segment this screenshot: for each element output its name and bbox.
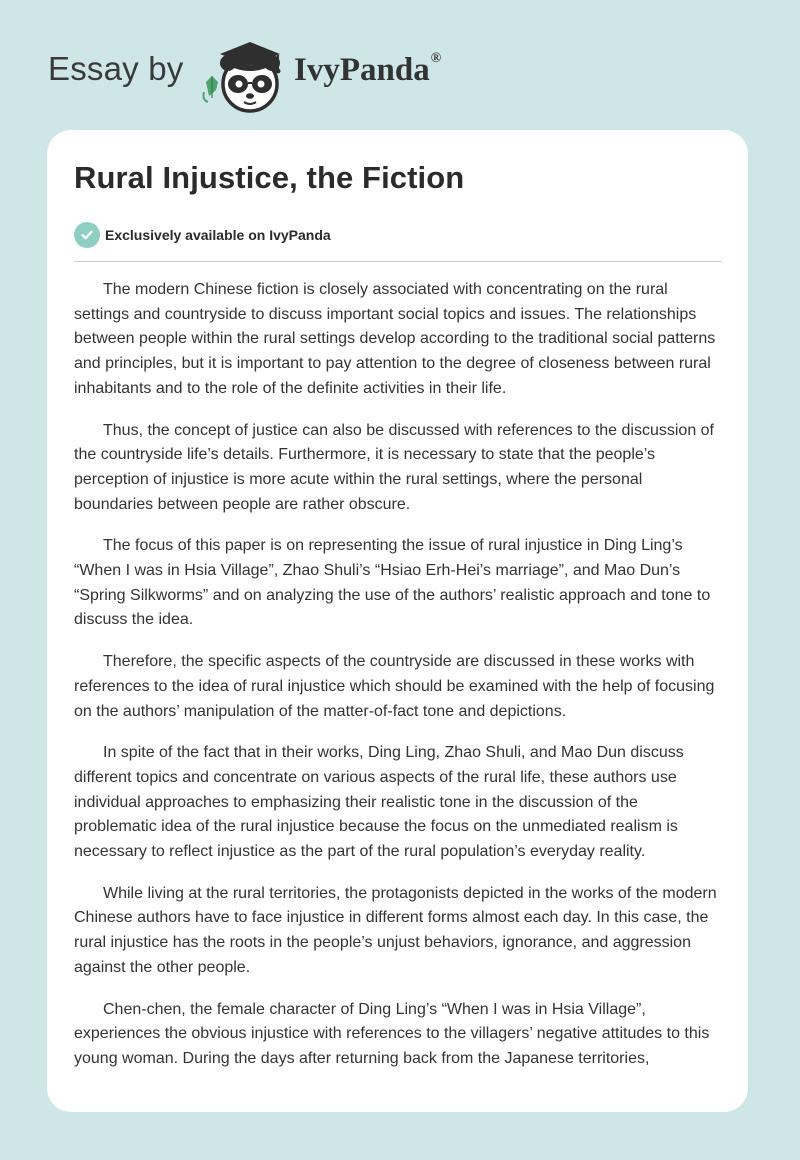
brand-text: IvyPanda bbox=[294, 52, 430, 88]
paragraph: The modern Chinese fiction is closely associated with concentrating on the rural settings and countryside to discuss important social topics and issues. The relationships between people within the rural settings develop according to the traditional social patterns and principles, but it is important to pay attention to the degree of closeness between rural inhabitants and to the role of the definite activities in their life. bbox=[74, 281, 716, 397]
divider bbox=[74, 261, 722, 262]
brand-name[interactable] bbox=[294, 52, 441, 89]
paragraph: Thus, the concept of justice can also be discussed with references to the discussion of the countryside life’s details. Furthermore, it is necessary to state that the people’s perception of injustice is more acute within the rural settings, where the personal boundaries between people are rather obscure. bbox=[74, 421, 714, 513]
paragraph: The focus of this paper is on representing the issue of rural injustice in Ding Ling’s “When I was in Hsia Village”, Zhao Shuli’s “Hsiao Erh-Hei’s marriage”, and Mao Dun’s “Spring Silkworms” and on analyzing the use of the authors’ realistic approach and tone to discuss the idea. bbox=[74, 537, 711, 629]
check-icon bbox=[74, 222, 100, 248]
essay-body bbox=[74, 278, 724, 1089]
paragraph: While living at the rural territories, the protagonists depicted in the works of the modern Chinese authors have to face injustice in different forms almost each day. In this case, the rural injustice has the roots in the people’s unjust behaviors, ignorance, and aggression against the other people. bbox=[74, 884, 717, 976]
exclusive-label: Exclusively available on IvyPanda bbox=[105, 227, 331, 243]
essay-by-label: Essay by bbox=[48, 50, 184, 87]
registered-mark: ® bbox=[430, 51, 442, 66]
essay-card bbox=[47, 130, 748, 1112]
ivypanda-logo-icon[interactable] bbox=[200, 36, 296, 116]
paragraph: Therefore, the specific aspects of the countryside are discussed in these works with references to the idea of rural injustice which should be examined with the help of focusing on the authors’ manipulation of the matter-of-fact tone and depictions. bbox=[74, 653, 715, 720]
paragraph: Chen-chen, the female character of Ding Ling’s “When I was in Hsia Village”, experiences the obvious injustice with references to the villagers’ negative attitudes to this young woman. During the days after returning back from the Japanese territories, bbox=[74, 1000, 710, 1067]
exclusive-badge bbox=[74, 222, 331, 248]
paragraph: In spite of the fact that in their works, Ding Ling, Zhao Shuli, and Mao Dun discuss different topics and concentrate on various aspects of the rural life, these authors use individual approaches to emphasizing their realistic tone in the discussion of the problematic idea of the rural injustice because the focus on the unmediated realism is necessary to reflect injustice as the part of the rural population’s everyday reality. bbox=[74, 744, 684, 861]
essay-title: Rural Injustice, the Fiction bbox=[74, 160, 465, 195]
site-header bbox=[48, 30, 748, 110]
